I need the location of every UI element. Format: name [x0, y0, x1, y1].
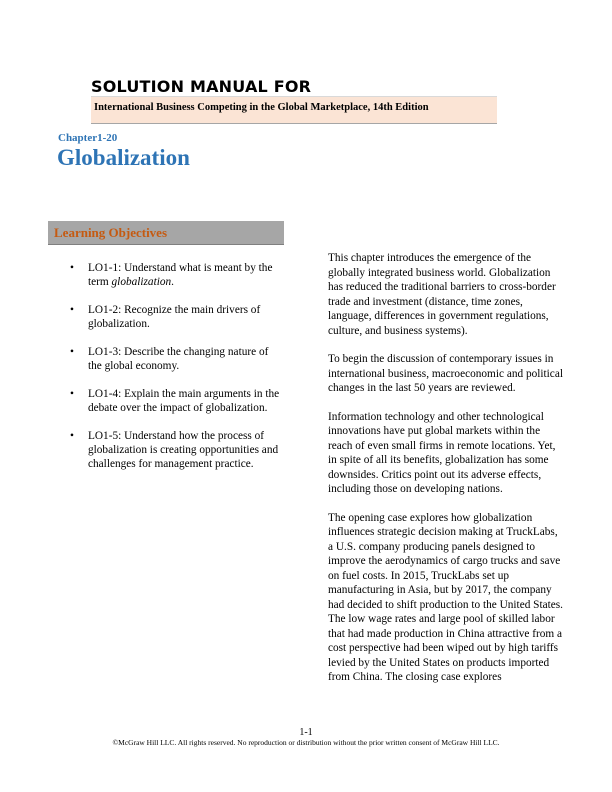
list-item-text: LO1-2: Recognize the main drivers of globalization.: [88, 304, 261, 330]
learning-objectives-list: [70, 261, 282, 485]
emphasis-text: globalization: [111, 276, 172, 288]
list-item-text: LO1-1: Understand what is meant by the term globalization.: [88, 262, 273, 288]
learning-objectives-heading: Learning Objectives: [54, 225, 168, 240]
list-item: [70, 387, 282, 415]
body-paragraph: Information technology and other technological innovations have put global markets within the reach of even small firms in remote locations. Yet, in spite of all its benefits, globalization has some downsides. Critics point out its adverse effects, including those on developing nations.: [328, 410, 556, 495]
list-item-text: LO1-4: Explain the main arguments in the debate over the impact of globalization.: [88, 388, 280, 414]
body-paragraph: To begin the discussion of contemporary issues in international business, macroeconomic and political changes in the last 50 years are reviewed.: [328, 353, 563, 394]
body-paragraph: This chapter introduces the emergence of the globally integrated business world. Globalization has reduced the traditional barriers to cross-border trade and investment (distance, time zones, language, differences in government regulations, culture, and business systems).: [328, 252, 556, 337]
book-title: International Business Competing in the Global Marketplace, 14th Edition: [94, 102, 429, 113]
list-item: [70, 261, 282, 289]
chapter-label: Chapter1-20: [58, 132, 118, 144]
bullet-icon: •: [70, 304, 74, 316]
solution-manual-title: SOLUTION MANUAL FOR: [91, 77, 312, 96]
chapter-title: Globalization: [57, 145, 190, 170]
list-item: [70, 303, 282, 331]
list-item-text: LO1-5: Understand how the process of globalization is creating opportunities and challenges for management practice.: [88, 430, 279, 470]
bullet-icon: •: [70, 262, 74, 274]
list-item: [70, 429, 282, 471]
bullet-icon: •: [70, 388, 74, 400]
body-column: [328, 251, 564, 699]
bullet-icon: •: [70, 430, 74, 442]
list-item: [70, 345, 282, 373]
list-item-text: LO1-3: Describe the changing nature of the global economy.: [88, 346, 269, 372]
bullet-icon: •: [70, 346, 74, 358]
page-number: 1-1: [299, 727, 313, 738]
copyright-footer: ©McGraw Hill LLC. All rights reserved. No reproduction or distribution without the prior written consent of McGraw Hill LLC.: [112, 738, 500, 747]
body-paragraph: The opening case explores how globalization influences strategic decision making at TruckLabs, a U.S. company producing panels designed to improve the aerodynamics of cargo trucks and save on fuel costs. In 2015, TruckLabs set up manufacturing in Asia, but by 2017, the company had decided to shift production to the United States. The low wage rates and large pool of skilled labor that had made production in China attractive from a cost perspective had been wiped out by high tariffs levied by the United States on products imported from China. The closing case explores: [328, 511, 563, 683]
